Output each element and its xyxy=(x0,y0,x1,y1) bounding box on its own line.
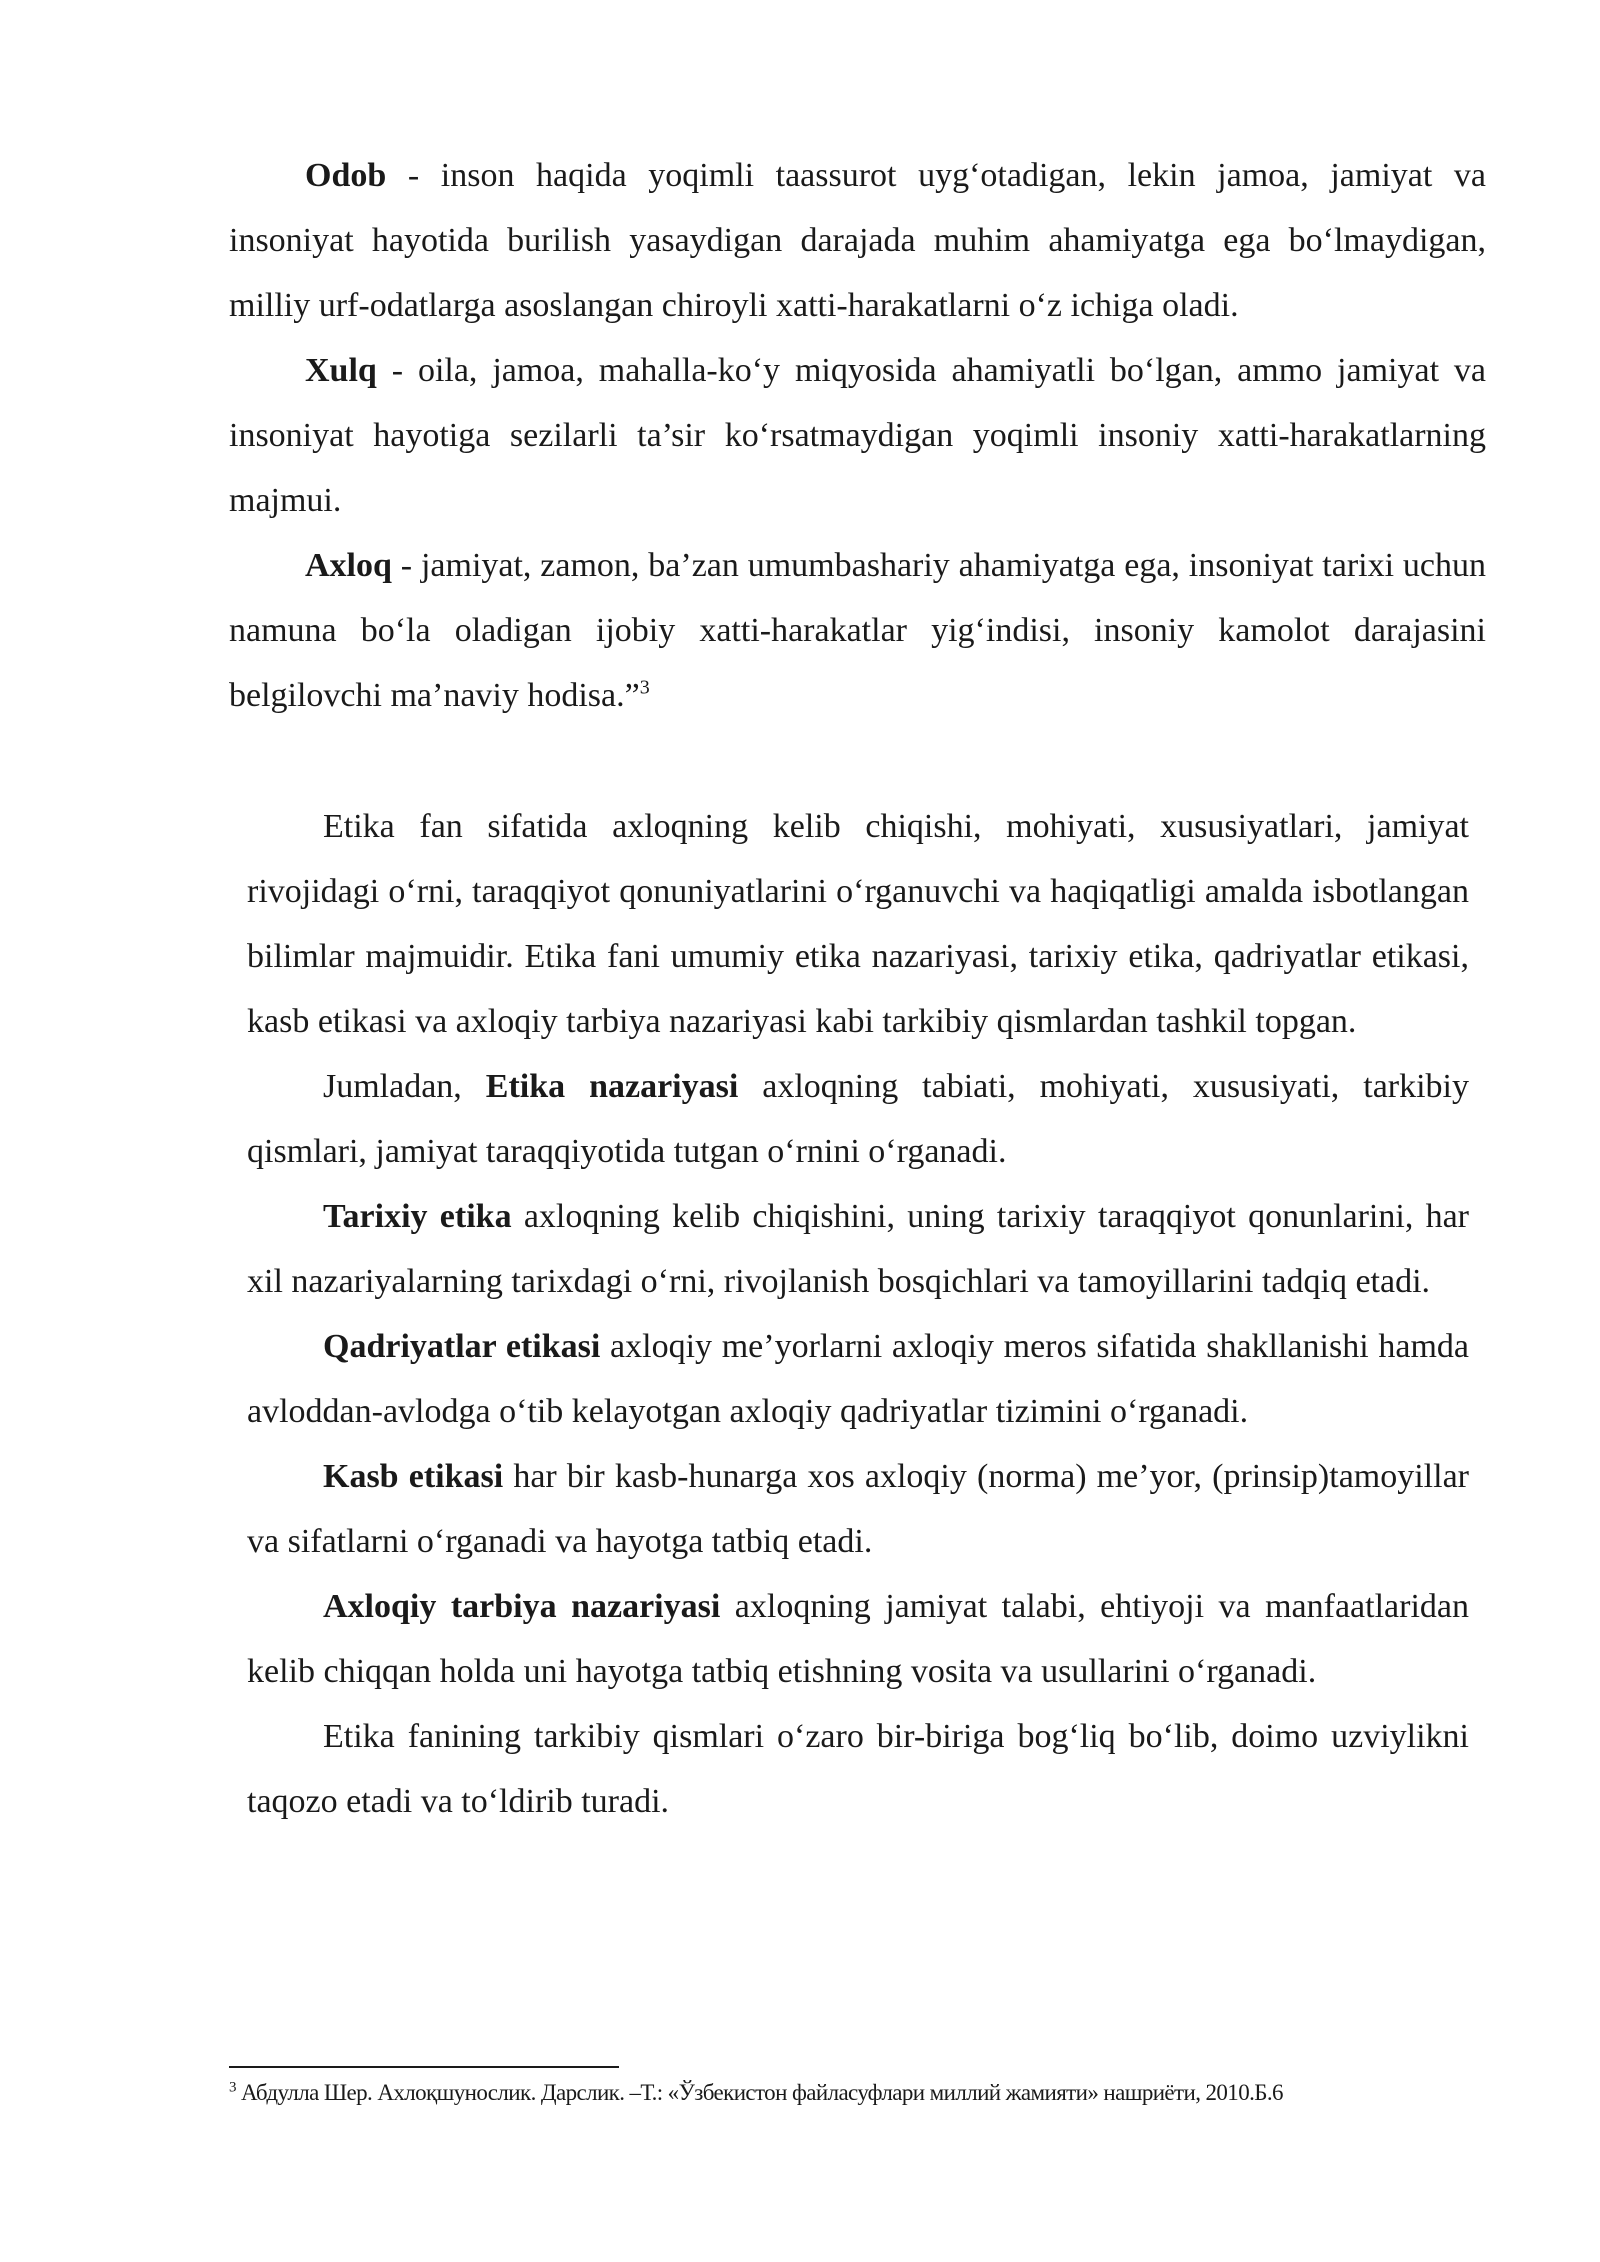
footnote xyxy=(229,2076,1529,2110)
paragraph-text: axloqning kelib chiqishini, uning tarixiy taraqqiyot qonunlarini, har xil nazariyalarning tarixdagi o‘rni, rivojlanish bosqichlari va tamoyillarini tadqiq etadi. xyxy=(247,1198,1469,1300)
term-qadriyatlar-etikasi: Qadriyatlar etikasi xyxy=(323,1328,601,1365)
paragraph-odob xyxy=(229,143,1486,338)
paragraph-text: axloqning jamiyat talabi, ehtiyoji va manfaatlaridan kelib chiqqan holda uni hayotga tatbiq etishning vosita va usullarini o‘rganadi. xyxy=(247,1588,1469,1690)
definition-axloq: - jamiyat, zamon, ba’zan umumbashariy ahamiyatga ega, insoniyat tarixi uchun namuna bo‘la oladigan ijobiy xatti-harakatlar yig‘indisi, insoniy kamolot darajasini belgilovchi ma’naviy hodisa.” xyxy=(229,547,1486,714)
term-axloq: Axloq xyxy=(305,547,392,584)
definitions-block xyxy=(229,143,1486,728)
paragraph-etika-nazariyasi xyxy=(247,1054,1469,1184)
paragraph-axloqiy-tarbiya xyxy=(247,1574,1469,1704)
paragraph-text: har bir kasb-hunarga xos axloqiy (norma) me’yor, (prinsip)tamoyillar va sifatlarni o‘rganadi va hayotga tatbiq etadi. xyxy=(247,1458,1469,1560)
footnote-reference[interactable]: 3 xyxy=(639,676,650,699)
paragraph-qadriyatlar-etikasi xyxy=(247,1314,1469,1444)
term-xulq: Xulq xyxy=(305,352,377,389)
definition-xulq: - oila, jamoa, mahalla-ko‘y miqyosida ahamiyatli bo‘lgan, ammo jamiyat va insoniyat hayotiga sezilarli ta’sir ko‘rsatmaydigan yoqimli insoniy xatti-harakatlarning majmui. xyxy=(229,352,1486,519)
paragraph-xulq xyxy=(229,338,1486,533)
term-axloqiy-tarbiya-nazariyasi: Axloqiy tarbiya nazariyasi xyxy=(323,1588,721,1625)
paragraph-etika-fan xyxy=(247,794,1469,1054)
paragraph-conclusion xyxy=(247,1704,1469,1834)
ethics-branches-block xyxy=(247,794,1469,1834)
paragraph-tarixiy-etika xyxy=(247,1184,1469,1314)
paragraph-axloq xyxy=(229,533,1486,728)
term-etika-nazariyasi: Etika nazariyasi xyxy=(485,1068,739,1105)
definition-odob: - inson haqida yoqimli taassurot uyg‘otadigan, lekin jamoa, jamiyat va insoniyat hayotida burilish yasaydigan darajada muhim ahamiyatga ega bo‘lmaydigan, milliy urf-odatlarga asoslangan chiroyli xatti-harakatlarni o‘z ichiga oladi. xyxy=(229,157,1486,324)
paragraph-text: Etika fan sifatida axloqning kelib chiqishi, mohiyati, xususiyatlari, jamiyat rivojidagi o‘rni, taraqqiyot qonuniyatlarini o‘rganuvchi va haqiqatligi amalda isbotlangan bilimlar majmuidir. Etika fani umumiy etika nazariyasi, tarixiy etika, qadriyatlar etikasi, kasb etikasi va axloqiy tarbiya nazariyasi kabi tarkibiy qismlardan tashkil topgan. xyxy=(247,808,1469,1040)
paragraph-text: Etika fanining tarkibiy qismlari o‘zaro bir-biriga bog‘liq bo‘lib, doimo uzviylikni taqozo etadi va to‘ldirib turadi. xyxy=(247,1718,1469,1820)
term-odob: Odob xyxy=(305,157,387,194)
term-tarixiy-etika: Tarixiy etika xyxy=(323,1198,512,1235)
paragraph-text: axloqiy me’yorlarni axloqiy meros sifatida shakllanishi hamda avloddan-avlodga o‘tib kelayotgan axloqiy qadriyatlar tizimini o‘rganadi. xyxy=(247,1328,1469,1430)
term-kasb-etikasi: Kasb etikasi xyxy=(323,1458,504,1495)
paragraph-kasb-etikasi xyxy=(247,1444,1469,1574)
footnote-text: Абдулла Шер. Ахлоқшунослик. Дарслик. –Т.: «Ўзбекистон файласуфлари миллий жамияти» нашриёти, 2010.Б.6 xyxy=(235,2080,1283,2105)
paragraph-lead: Jumladan, xyxy=(323,1068,486,1105)
footnote-separator xyxy=(229,2066,619,2068)
footnote-mark: 3 xyxy=(229,2079,236,2096)
paragraph-text: axloqning tabiati, mohiyati, xususiyati, tarkibiy qismlari, jamiyat taraqqiyotida tutgan o‘rnini o‘rganadi. xyxy=(247,1068,1469,1170)
